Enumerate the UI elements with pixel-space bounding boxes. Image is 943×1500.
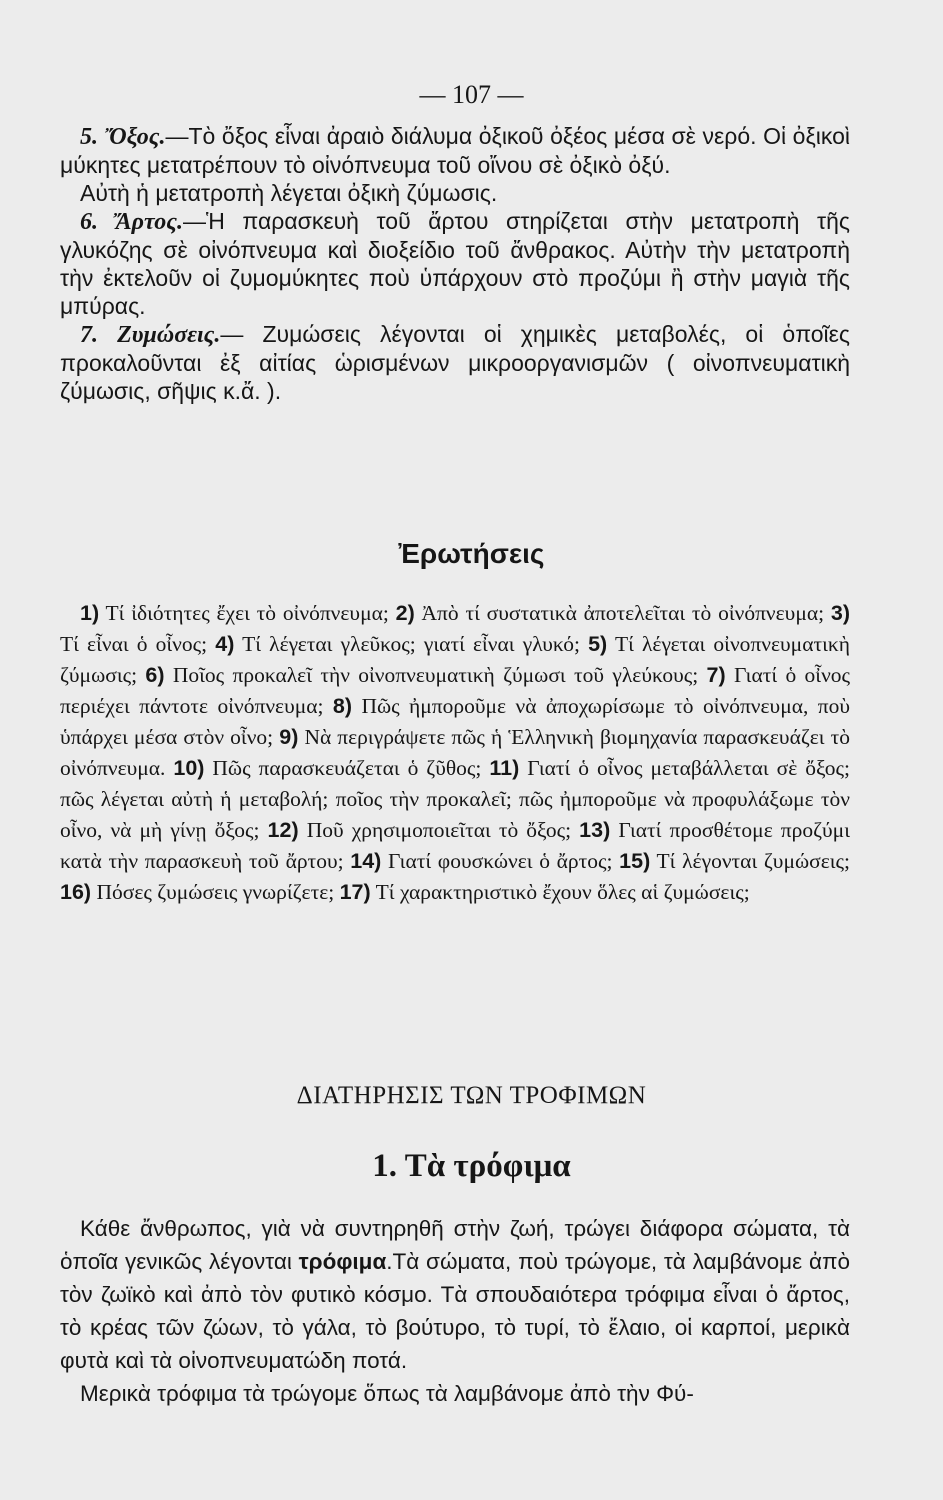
questions-list [60,598,850,908]
question-number: 4) [215,632,235,656]
question-number: 15) [619,849,651,873]
definition-text: Ἡ παρασκευὴ τοῦ ἄρτου στηρίζεται στὴν μετατροπὴ τῆς γλυκόζης σὲ οἰνόπνευμα καὶ διοξείδιο τοῦ ἄνθρακος. Αὐτὴν τὴν μετατροπὴ τὴν ἐκτελοῦν οἱ ζυμομύκητες ποὺ ὑπάρχουν στὸ προζύμι ἢ στὴν μαγιὰ τῆς μπύρας. [60,208,851,319]
definition-6 [60,207,850,320]
question-6 [145,663,698,687]
question-number: 3) [830,601,850,625]
paragraph-2: Μερικὰ τρόφιμα τὰ τρώγομε ὅπως τὰ λαμβάνομε ἀπὸ τὴν Φύ- [80,1381,694,1406]
question-number: 8) [332,694,353,718]
paragraph-text: .Τὰ σώματα, ποὺ τρώγομε, τὰ λαμβάνομε ἀπὸ τὸν ζωϊκὸ καὶ ἀπὸ τὸν φυτικὸ κόσμο. Τὰ σπουδαιότερα τρόφιμα εἶναι ὁ ἄρτος, τὸ κρέας τῶν ζώων, τὸ γάλα, τὸ βούτυρο, τὸ τυρί, τὸ ἔλαιο, οἱ καρποί, μερικὰ φυτὰ καὶ τὰ οἰνοπνευματώδη ποτά. [60,1249,850,1373]
question-text: Πόσες ζυμώσεις γνωρίζετε; [96,880,335,904]
definition-term: Ὄξος. [104,124,166,150]
definition-number: 7. [80,322,98,348]
question-number: 1) [80,601,100,625]
definition-number: 6. [80,209,98,235]
question-text: Τί εἶναι ὁ οἶνος; [60,632,208,656]
question-text: Πῶς παρασκευάζεται ὁ ζῦθος; [212,756,482,780]
definition-7 [60,320,850,405]
definition-dash: — [182,208,206,234]
definition-number: 5. [80,124,98,150]
definition-dash: — [165,123,189,149]
question-number: 9) [279,725,299,749]
keyword-trofima: τρόφιμα [298,1249,387,1274]
question-number: 5) [588,632,608,656]
question-text: Τί χαρακτηριστικὸ ἔχουν ὅλες αἱ ζυμώσεις; [375,880,750,904]
definition-5 [60,122,850,179]
definition-5-note [60,179,850,207]
definition-term: Ἄρτος. [115,209,183,235]
question-10 [173,756,481,780]
question-text: Τί λέγονται ζυμώσεις; [656,849,851,873]
question-12 [268,818,572,842]
question-text: Γιατί προσθέτομε προζύμι κατὰ τὴν παρασκευὴ τοῦ ἄρτου; [60,818,850,873]
definition-text: Τὸ ὄξος εἶναι ἀραιὸ διάλυμα ὀξικοῦ ὀξέος μέσα σὲ νερό. Οἱ ὀξικοὶ μύκητες μετατρέπουν τὸ οἰνόπνευμα τοῦ οἴνου σὲ ὀξικὸ ὀξύ. [60,123,850,178]
question-text: Γιατί ὁ οἶνος περιέχει πάντοτε οἰνόπνευμα; [60,663,851,718]
question-number: 13) [579,818,611,842]
question-2 [396,601,824,625]
question-text: Γιατί ὁ οἶνος μεταβάλλεται σὲ ὄξος; πῶς λέγεται αὐτὴ ἡ μεταβολή; ποῖος τὴν προκαλεῖ; πῶς ἠμποροῦμε νὰ προφυλάξωμε τὸν οἶνο, νὰ μὴ γίνῃ ὄξος; [60,756,850,842]
question-4 [215,632,580,656]
definitions-section [60,122,850,405]
question-text: Ἀπὸ τί συστατικὰ ἀποτελεῖται τὸ οἰνόπνευμα; [421,601,825,625]
question-text: Τί λέγεται οἰνοπνευματικὴ ζύμωσις; [60,632,850,687]
question-text: Γιατί φουσκώνει ὁ ἄρτος; [388,849,613,873]
question-15 [619,849,850,873]
page-number: — 107 — [419,80,524,109]
question-text: Ποῦ χρησιμοποιεῖται τὸ ὄξος; [306,818,572,842]
question-number: 10) [173,756,205,780]
paragraph-text: Κάθε ἄνθρωπος, γιὰ νὰ συντηρηθῆ στὴν ζωή, τρώγει διάφορα σώματα, τὰ ὁποῖα γενικῶς λέγονται [60,1216,850,1274]
question-number: 17) [339,880,371,904]
question-number: 14) [350,849,382,873]
body-text [60,1212,850,1410]
question-17 [340,880,750,904]
definition-dash: — [220,321,244,347]
question-number: 12) [267,818,299,842]
section-title: ΔΙΑΤΗΡΗΣΙΣ ΤΩΝ ΤΡΟΦΙΜΩΝ [296,1082,647,1109]
question-text: Τί λέγεται γλεῦκος; γιατί εἶναι γλυκό; [242,632,580,656]
definition-text: Αὐτὴ ἡ μετατροπὴ λέγεται ὀξικὴ ζύμωσις. [80,180,498,206]
questions-paragraph [60,598,850,908]
definition-term: Ζυμώσεις. [117,322,221,348]
question-text: Νὰ περιγράψετε πῶς ἡ Ἑλληνικὴ βιομηχανία παρασκευάζει τὸ οἰνόπνευμα. [60,725,851,780]
question-14 [350,849,612,873]
question-number: 11) [489,756,520,780]
question-number: 2) [395,601,415,625]
question-number: 6) [145,663,165,687]
question-number: 16) [60,880,92,904]
question-16 [60,880,334,904]
paragraph-1 [60,1212,850,1377]
chapter-title: 1. Τὰ τρόφιμα [372,1148,571,1184]
question-1 [80,601,389,625]
question-text: Τί ἰδιότητες ἔχει τὸ οἰνόπνευμα; [105,601,389,625]
question-text: Ποῖος προκαλεῖ τὴν οἰνοπνευματικὴ ζύμωσι τοῦ γλεύκους; [172,663,699,687]
question-text: Πῶς ἠμποροῦμε νὰ ἀποχωρίσωμε τὸ οἰνόπνευμα, ποὺ ὑπάρχει μέσα στὸν οἶνο; [60,694,851,749]
questions-heading: Ἐρωτήσεις [398,538,545,569]
definition-text: Ζυμώσεις λέγονται οἱ χημικὲς μεταβολές, οἱ ὁποῖες προκαλοῦνται ἐξ αἰτίας ὡρισμένων μικροοργανισμῶν ( οἰνοπνευματικὴ ζύμωσις, σῆψις κ.ἄ. ). [60,321,850,404]
question-number: 7) [706,663,726,687]
